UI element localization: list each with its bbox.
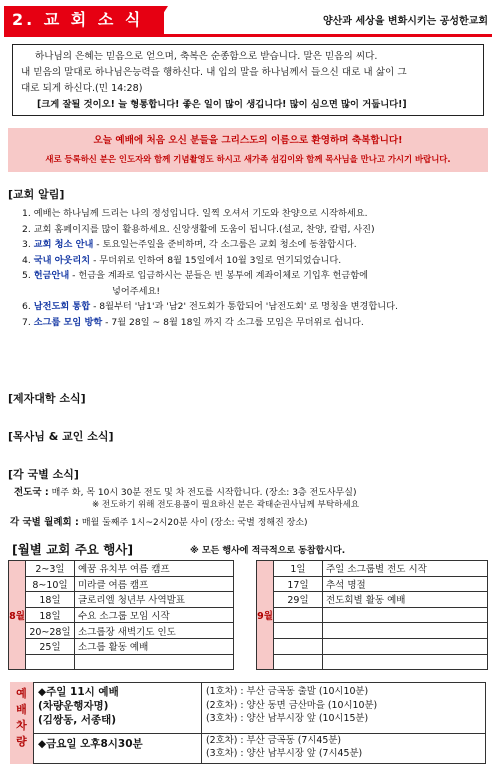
event-name: 수요 소그룹 모임 시작: [75, 607, 234, 623]
disciple-heading: [제자대학 소식]: [8, 392, 86, 405]
bus-routes: [202, 682, 486, 764]
schedule-note: ※ 모든 행사에 적극적으로 동참합시다.: [190, 546, 346, 556]
evangel-note: ※ 전도하기 위해 전도용품이 필요하신 분은 곽태순권사님께 부탁하세요: [92, 500, 360, 510]
event-date: 18일: [26, 607, 75, 623]
notice-item: 7. 소그룹 모임 방학 - 7월 28일 ~ 8월 18일 까지 각 소그룹 모임은 무더위로 쉽니다.: [22, 316, 364, 328]
evangel-text: 매주 화, 목 10시 30분 전도 및 차 전도를 시작합니다. (장소: 3층 전도사무실): [51, 488, 357, 498]
event-date: [274, 607, 323, 623]
bus-service-times: [34, 682, 202, 764]
notice-item: 2. 교회 홈페이지를 많이 활용하세요. 신앙생활에 도움이 됩니다.(설교, 찬양, 칼럼, 사진): [22, 223, 375, 235]
month-label: 9월: [257, 561, 274, 670]
table-row: [9, 561, 234, 577]
pastor-heading: [목사님 & 교인 소식]: [8, 430, 114, 443]
dept-heading: [각 국별 소식]: [8, 468, 79, 481]
table-row: [9, 576, 234, 592]
notices-heading: [교회 알림]: [8, 188, 65, 201]
welcome-line-2: 새로 등록하신 분은 인도자와 함께 기념촬영도 하시고 새가족 섬김이와 함께 목사님을 만나고 가시기 바랍니다.: [45, 154, 451, 164]
verse-declaration: [크게 잘될 것이오! 늘 형통합니다! 좋은 일이 많이 생깁니다! 많이 심으면 많이 거둡니다!]: [37, 99, 407, 110]
table-row: [257, 561, 488, 577]
evangel-line: [14, 484, 356, 498]
table-row: [257, 576, 488, 592]
monthly-text: 매월 둘째주 1시~2시20분 사이 (장소: 국별 정해진 장소): [81, 518, 308, 528]
verse-line-3: 대로 되게 하신다.(민 14:28): [21, 83, 143, 94]
table-row: [257, 607, 488, 623]
welcome-line-1: 오늘 예배에 처음 오신 분들을 그리스도의 이름으로 환영하며 축복합니다!: [93, 135, 403, 146]
route-line: (3호차) : 양산 남부시장 앞 (10시15분): [206, 713, 369, 724]
table-row: [257, 654, 488, 670]
driver-names: (김쌍동, 서종태): [38, 714, 117, 726]
route-line: (1호차) : 부산 금곡동 출발 (10시10분): [206, 686, 369, 697]
event-date: [274, 638, 323, 654]
notice-item: 4. 국내 아웃리치 - 무더위로 인하여 8월 15일에서 10월 3일로 연기되었습니다.: [22, 254, 342, 266]
verse-line-2: 내 믿음의 말대로 하나님은능력을 행하신다. 내 입의 말을 하나님께서 들으신 대로 내 삶이 그: [21, 67, 407, 78]
route-line: (2호차) : 양산 동면 금산마을 (10시10분): [206, 699, 378, 711]
table-row: [257, 623, 488, 639]
header-divider: [4, 34, 492, 37]
event-name: [323, 654, 488, 670]
month-label: 8월: [9, 561, 26, 670]
monthly-line: [10, 514, 308, 528]
event-name: 소그룹장 새벽기도 인도: [75, 623, 234, 639]
event-date: 1일: [274, 561, 323, 577]
event-date: 20~28일: [26, 623, 75, 639]
side-char: 예: [16, 687, 27, 700]
event-name: [323, 607, 488, 623]
notice-item: 3. 교회 청소 안내 - 토요일는주일을 준비하며, 각 소그룹은 교회 청소에 동참합시다.: [22, 239, 357, 250]
event-date: 17일: [274, 576, 323, 592]
event-date: [274, 623, 323, 639]
table-row: [9, 607, 234, 623]
table-row: [9, 623, 234, 639]
event-date: 18일: [26, 592, 75, 608]
route-line: (3호차) : 양산 남부시장 앞 (7시45분): [206, 748, 363, 759]
table-row: [257, 638, 488, 654]
event-name: [323, 623, 488, 639]
august-schedule: [8, 560, 234, 670]
driver-label: (차량운행자명): [38, 700, 109, 712]
monthly-label: 각 국별 월례회 :: [10, 517, 79, 528]
event-name: [75, 654, 234, 670]
event-name: [323, 638, 488, 654]
welcome-banner: [8, 128, 488, 172]
event-date: [274, 654, 323, 670]
notice-list: [22, 206, 488, 330]
event-date: 2~3일: [26, 561, 75, 577]
event-name: 미라클 여름 캠프: [75, 576, 234, 592]
event-name: 주일 소그룹별 전도 시작: [323, 561, 488, 577]
side-char: 배: [16, 703, 27, 716]
table-row: [9, 592, 234, 608]
notice-item: 5. 헌금안내 - 헌금을 계좌로 입금하시는 분들은 빈 봉투에 계좌이체로 기입후 헌금함에: [22, 270, 368, 281]
notice-item: 6. 남전도회 통합 - 8월부터 '남1'과 '남2' 전도회가 통합되어 '남전도회' 로 명칭을 변경합니다.: [22, 301, 398, 312]
event-name: 글로리엘 청년부 사역발표: [75, 592, 234, 608]
side-char: 차: [16, 719, 27, 732]
sunday-service: ◆주일 11시 예배: [38, 686, 119, 698]
bus-side-label: [10, 682, 34, 764]
verse-box: [12, 44, 484, 116]
friday-service: ◆금요일 오후8시30분: [38, 738, 143, 750]
event-date: 8~10일: [26, 576, 75, 592]
notice-item-continued: 넣어주세요!: [112, 285, 161, 297]
september-schedule: [256, 560, 488, 670]
event-date: 29일: [274, 592, 323, 608]
event-name: 예꿈 유치부 여름 캠프: [75, 561, 234, 577]
event-name: 전도회별 활동 예배: [323, 592, 488, 608]
verse-line-1: 하나님의 은혜는 믿음으로 얻으며, 축복은 순종함으로 받습니다. 말은 믿음의 씨다.: [35, 51, 378, 62]
notice-item: 1. 예배는 하나님께 드리는 나의 정성입니다. 일찍 오셔서 기도와 찬양으로 시작하세요.: [22, 208, 368, 219]
side-char: 량: [16, 735, 27, 748]
schedule-title: [월별 교회 주요 행사]: [12, 542, 134, 557]
section-title: 2. 교 회 소 식: [4, 6, 164, 34]
bus-divider: [34, 733, 486, 734]
event-name: 추석 명절: [323, 576, 488, 592]
table-row: [9, 638, 234, 654]
route-line: (2호차) : 부산 금곡동 (7시45분): [206, 734, 342, 746]
title-notch: [150, 6, 168, 34]
event-name: 소그룹 활동 예배: [75, 638, 234, 654]
event-date: 25일: [26, 638, 75, 654]
evangel-label: 전도국 :: [14, 487, 49, 498]
table-row: [257, 592, 488, 608]
event-date: [26, 654, 75, 670]
table-row: [9, 654, 234, 670]
church-tagline: 양산과 세상을 변화시키는 공성한교회: [322, 16, 488, 27]
